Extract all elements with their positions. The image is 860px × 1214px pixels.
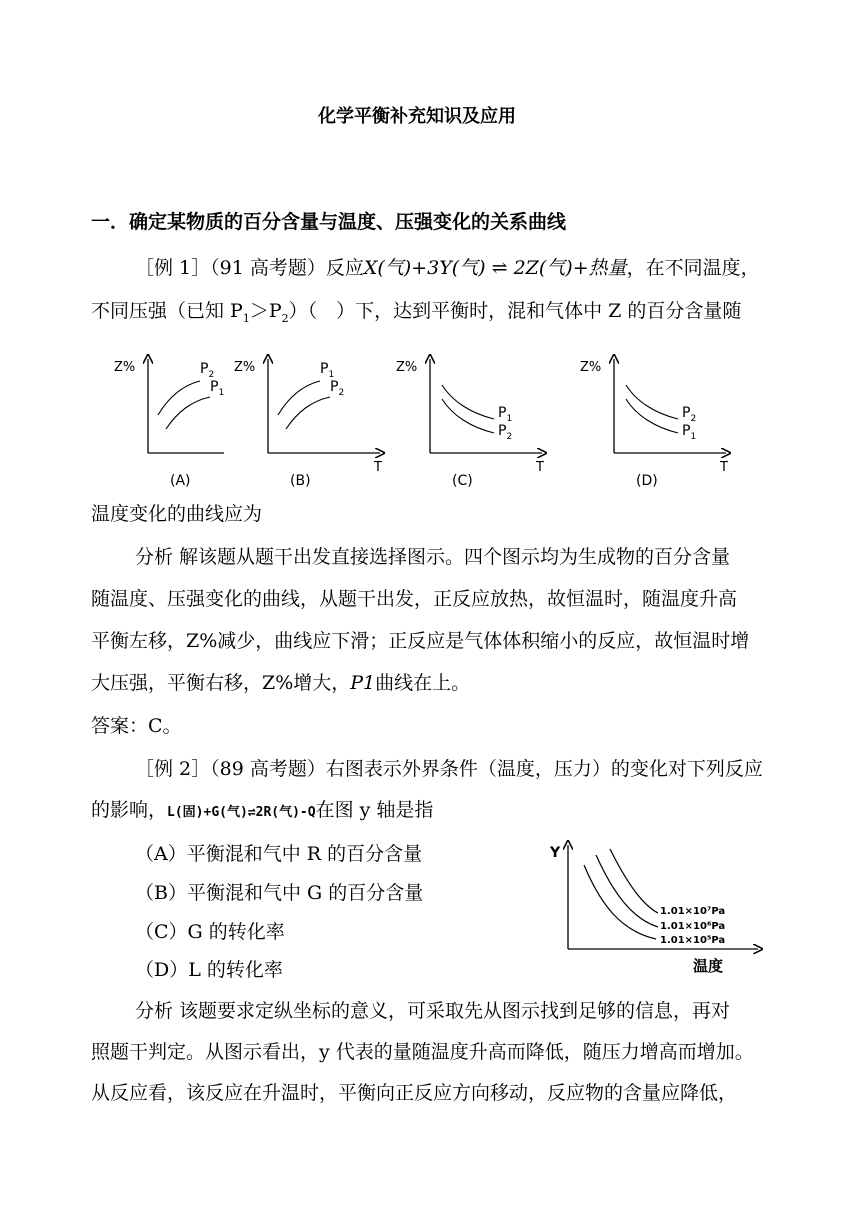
graph-ylabel: Z%: [234, 360, 256, 375]
example2-line2: [91, 801, 433, 820]
label-1e6: 1.01×10⁶Pa: [660, 921, 726, 932]
graph-curve-lower: [442, 399, 494, 433]
graph-panel: [234, 359, 382, 489]
subscript-1: 1: [242, 311, 250, 325]
analysis1-line4: [91, 674, 470, 693]
answer1: 答案：C。: [91, 715, 182, 737]
graph-curve-upper: [626, 385, 678, 419]
reaction2-formula: L(固)+G(气)⇌2R(气)-Q: [167, 805, 316, 820]
graph-letter: (C): [452, 473, 473, 489]
graph-xlabel: T: [720, 460, 728, 475]
example1-suffix: ，在不同温度，: [626, 257, 760, 279]
example1-line1: [135, 259, 760, 278]
graph-curve-upper: [158, 381, 200, 415]
reaction-formula: X(气)+3Y(气) ⇌ 2Z(气)+热量: [363, 257, 627, 279]
graph-label-upper: $P_2$: [200, 361, 215, 380]
graph-label-upper: $P_2$: [682, 405, 697, 424]
graph-curve-upper: [278, 381, 320, 415]
example1-line2-a: 不同压强（已知 P: [91, 300, 243, 322]
graph-label-lower: $P_1$: [682, 423, 697, 442]
graph-curve-lower: [166, 397, 210, 429]
example1-prefix: ［例 1］（91 高考题）反应: [135, 257, 364, 279]
example2-line2-suffix: 在图 y 轴是指: [315, 799, 434, 821]
option-b: （B）平衡混和气中 G 的百分含量: [135, 882, 424, 904]
example1-line2-b: ）（ ）下，达到平衡时，混和气体中 Z 的百分含量随: [288, 300, 742, 322]
graph-curve-upper: [442, 385, 494, 419]
example1-gt: ＞P: [249, 300, 282, 322]
y-axis-label: Y: [550, 845, 561, 861]
graph-curve-lower: [286, 397, 330, 429]
subscript-2: 2: [281, 311, 289, 325]
page-title: 化学平衡补充知识及应用: [318, 106, 516, 127]
analysis1-line3: 平衡左移，Z%减少，曲线应下滑；正反应是气体体积缩小的反应，故恒温时增: [91, 630, 750, 652]
option-d: （D）L 的转化率: [135, 959, 283, 981]
graph-letter: (B): [290, 473, 311, 489]
graph-label-upper: $P_1$: [498, 405, 513, 424]
graph-letter: (D): [636, 473, 658, 489]
analysis1-line1: 分析 解该题从题干出发直接选择图示。四个图示均为生成物的百分含量: [135, 546, 731, 568]
example1-line2: [91, 302, 741, 324]
p1-symbol: P1: [350, 672, 376, 694]
graph-curve-lower: [626, 399, 678, 433]
label-1e5: 1.01×10⁵Pa: [660, 935, 726, 946]
graph-ylabel: Z%: [114, 360, 136, 375]
graphs-figure: [0, 345, 860, 495]
graph-label-lower: $P_2$: [330, 379, 345, 398]
pressure-graph: [548, 835, 788, 985]
graph-panel: [396, 359, 544, 489]
graph-xlabel: T: [536, 460, 544, 475]
graph-ylabel: Z%: [396, 360, 418, 375]
analysis1-line4-prefix: 大压强，平衡右移，Z%增大，: [91, 672, 351, 694]
graph-ylabel: Z%: [580, 360, 602, 375]
graph-label-lower: $P_1$: [210, 379, 225, 398]
example2-line2-prefix: 的影响，: [91, 799, 168, 821]
curve-1e7: [610, 849, 658, 913]
curve-1e5: [584, 865, 656, 939]
option-a: （A）平衡混和气中 R 的百分含量: [135, 843, 423, 865]
analysis2-line3: 从反应看，该反应在升温时，平衡向正反应方向移动，反应物的含量应降低，: [91, 1082, 738, 1104]
graph-label-upper: $P_1$: [320, 361, 335, 380]
graph-xlabel: T: [374, 460, 382, 475]
analysis2-line1: 分析 该题要求定纵坐标的意义，可采取先从图示找到足够的信息，再对: [135, 1000, 731, 1022]
x-axis-label: 温度: [693, 957, 724, 975]
graph-label-lower: $P_2$: [498, 423, 513, 442]
graph-letter: (A): [170, 473, 191, 489]
curve-1e6: [596, 855, 658, 927]
analysis2-line2: 照题干判定。从图示看出，y 代表的量随温度升高而降低，随压力增高而增加。: [91, 1041, 754, 1063]
graph-panel: [114, 359, 224, 489]
graph-panel: [580, 359, 728, 489]
option-c: （C）G 的转化率: [135, 921, 285, 943]
analysis1-line2: 随温度、压强变化的曲线，从题干出发，正反应放热，故恒温时，随温度升高: [91, 588, 738, 610]
label-1e7: 1.01×10⁷Pa: [660, 906, 726, 917]
section-heading: 一．确定某物质的百分含量与温度、压强变化的关系曲线: [91, 211, 567, 233]
example1-line3: 温度变化的曲线应为: [91, 503, 263, 525]
example2-line1: ［例 2］（89 高考题）右图表示外界条件（温度，压力）的变化对下列反应: [135, 758, 763, 780]
analysis1-line4-suffix: 曲线在上。: [375, 672, 471, 694]
